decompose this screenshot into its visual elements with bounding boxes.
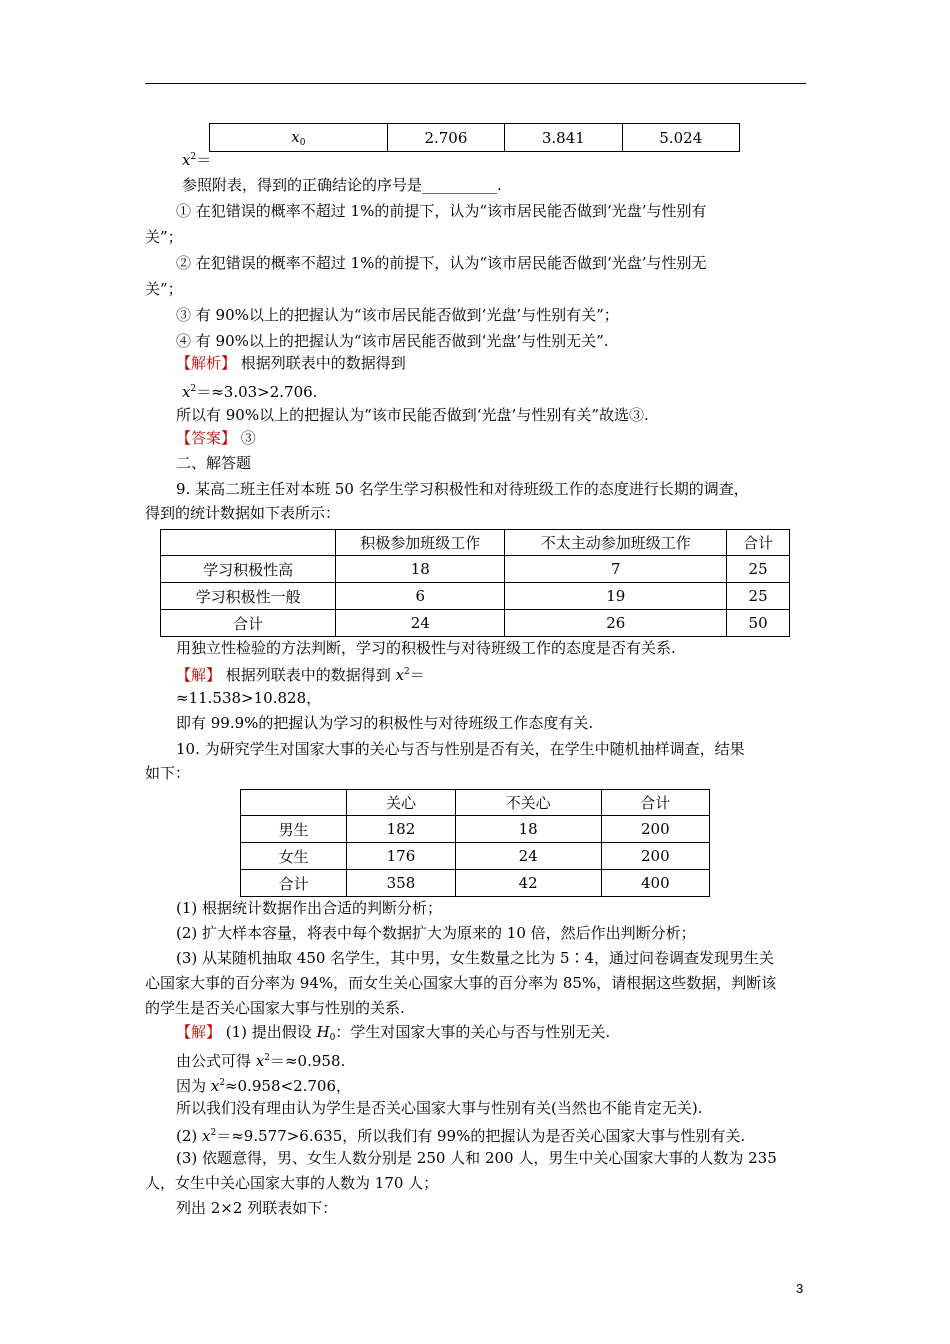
contingency-table-9 — [160, 529, 790, 637]
table-cell: 358 — [347, 870, 455, 897]
table-header-cell: 不关心 — [455, 790, 601, 816]
table-cell: 18 — [336, 556, 505, 583]
table-header-cell: 积极参加班级工作 — [336, 530, 505, 556]
solution-line: 【解】 根据列联表中的数据得到 $x^2=$ — [176, 666, 425, 684]
table-header-cell: 合计 — [601, 790, 709, 816]
text-line: 9. 某高二班主任对本班 50 名学生学习积极性和对待班级工作的态度进行长期的调查， — [176, 480, 749, 498]
table-cell: 26 — [505, 610, 727, 637]
text-line: 10. 为研究学生对国家大事的关心与否与性别是否有关，在学生中随机抽样调查，结果 — [176, 740, 745, 758]
table-row — [161, 556, 790, 583]
text-line: 所以有 90%以上的把握认为“该市民能否做到‘光盘’与性别有关”故选③. — [176, 406, 649, 424]
header-rule — [145, 83, 806, 84]
text-line: 所以我们没有理由认为学生是否关心国家大事与性别有关(当然也不能肯定无关). — [176, 1099, 703, 1117]
table-cell: 24 — [336, 610, 505, 637]
table-cell: 18 — [455, 816, 601, 843]
formula-line: 因为 $x^2\approx 0.958<2.706$， — [176, 1077, 352, 1095]
table-row — [161, 583, 790, 610]
table-cell: 176 — [347, 843, 455, 870]
text-line: (2) 扩大样本容量，将表中每个数据扩大为原来的 10 倍，然后作出判断分析； — [176, 924, 696, 942]
text-line: 列出 2×2 列联表如下： — [176, 1199, 338, 1217]
formula-line: 由公式可得 $x^2=\approx 0.958$. — [176, 1052, 346, 1070]
text-line: 如下： — [145, 764, 191, 782]
analysis-line: 【解析】 根据列联表中的数据得到 — [176, 354, 406, 372]
answer-line: 【答案】 ③ — [176, 429, 256, 447]
text-line: 即有 99.9%的把握认为学习的积极性与对待班级工作态度有关. — [176, 714, 594, 732]
table-row — [161, 610, 790, 637]
table-cell: $x_0$ — [210, 124, 388, 152]
chi-result-line: $x^2=\approx 3.03>2.706$. — [182, 383, 318, 401]
text-line: (1) 根据统计数据作出合适的判断分析； — [176, 899, 443, 917]
answer-tag: 【答案】 — [176, 429, 237, 447]
table-cell: 6 — [336, 583, 505, 610]
table-header-cell: 合计 — [727, 530, 790, 556]
solution-tag: 【解】 — [176, 666, 222, 684]
text-line: 得到的统计数据如下表所示： — [145, 504, 341, 522]
table-row — [241, 843, 710, 870]
table-cell: 400 — [601, 870, 709, 897]
table-cell: 25 — [727, 556, 790, 583]
table-cell: 3.841 — [505, 124, 622, 152]
table-cell: 7 — [505, 556, 727, 583]
critical-value-table — [209, 123, 740, 152]
table-header-cell — [161, 530, 336, 556]
table-cell: 2.706 — [387, 124, 504, 152]
text-line: ④ 有 90%以上的把握认为“该市居民能否做到‘光盘’与性别无关”. — [176, 332, 609, 350]
text-line: 用独立性检验的方法判断，学习的积极性与对待班级工作的态度是否有关系. — [176, 639, 676, 657]
table-cell: 合计 — [241, 870, 347, 897]
table-cell: 合计 — [161, 610, 336, 637]
section-heading: 二、解答题 — [176, 454, 252, 472]
table-row — [241, 870, 710, 897]
text-line: (3) 依题意得，男、女生人数分别是 250 人和 200 人，男生中关心国家大事的人数为 235 — [176, 1149, 777, 1167]
table-cell: 女生 — [241, 843, 347, 870]
table-cell: 学习积极性高 — [161, 556, 336, 583]
contingency-table-10 — [240, 789, 710, 897]
table-cell: 5.024 — [622, 124, 739, 152]
solution-line: 【解】 (1) 提出假设 $H_0$：学生对国家大事的关心与否与性别无关. — [176, 1023, 611, 1043]
table-cell: 182 — [347, 816, 455, 843]
table-header-cell: 关心 — [347, 790, 455, 816]
table-row — [241, 816, 710, 843]
text-line: 人，女生中关心国家大事的人数为 170 人； — [145, 1174, 439, 1192]
text-line: 关”； — [145, 280, 183, 298]
table-cell: 42 — [455, 870, 601, 897]
formula-line: (2) $x^2=\approx 9.577>6.635$，所以我们有 99%的把握认为是否关心国家大事与性别有关. — [176, 1127, 746, 1145]
analysis-tag: 【解析】 — [176, 354, 237, 372]
table-header-cell — [241, 790, 347, 816]
table-cell: 200 — [601, 843, 709, 870]
text-line: ① 在犯错误的概率不超过 1%的前提下，认为“该市居民能否做到‘光盘’与性别有 — [176, 202, 707, 220]
page-number: 3 — [796, 1281, 804, 1296]
table-cell: 50 — [727, 610, 790, 637]
text-line: 心国家大事的百分率为 94%，而女生关心国家大事的百分率为 85%，请根据这些数据，判断该 — [145, 974, 777, 992]
text-line: ③ 有 90%以上的把握认为“该市居民能否做到‘光盘’与性别有关”； — [176, 306, 619, 324]
chi-formula-line: $x^2=$ — [182, 151, 212, 169]
table-cell: 男生 — [241, 816, 347, 843]
text-line: 的学生是否关心国家大事与性别的关系. — [145, 999, 405, 1017]
text-line: ≈11.538>10.828， — [176, 689, 322, 707]
table-cell: 19 — [505, 583, 727, 610]
text-line: 参照附表，得到的正确结论的序号是__________. — [182, 176, 502, 194]
text-line: 关”； — [145, 228, 183, 246]
table-cell: 200 — [601, 816, 709, 843]
text-line: ② 在犯错误的概率不超过 1%的前提下，认为“该市居民能否做到‘光盘’与性别无 — [176, 254, 707, 272]
text-line: (3) 从某随机抽取 450 名学生，其中男，女生数量之比为 5∶4，通过问卷调查发现男生关 — [176, 949, 775, 967]
table-cell: 24 — [455, 843, 601, 870]
table-header-cell: 不太主动参加班级工作 — [505, 530, 727, 556]
table-cell: 25 — [727, 583, 790, 610]
table-cell: 学习积极性一般 — [161, 583, 336, 610]
solution-tag: 【解】 — [176, 1023, 222, 1041]
